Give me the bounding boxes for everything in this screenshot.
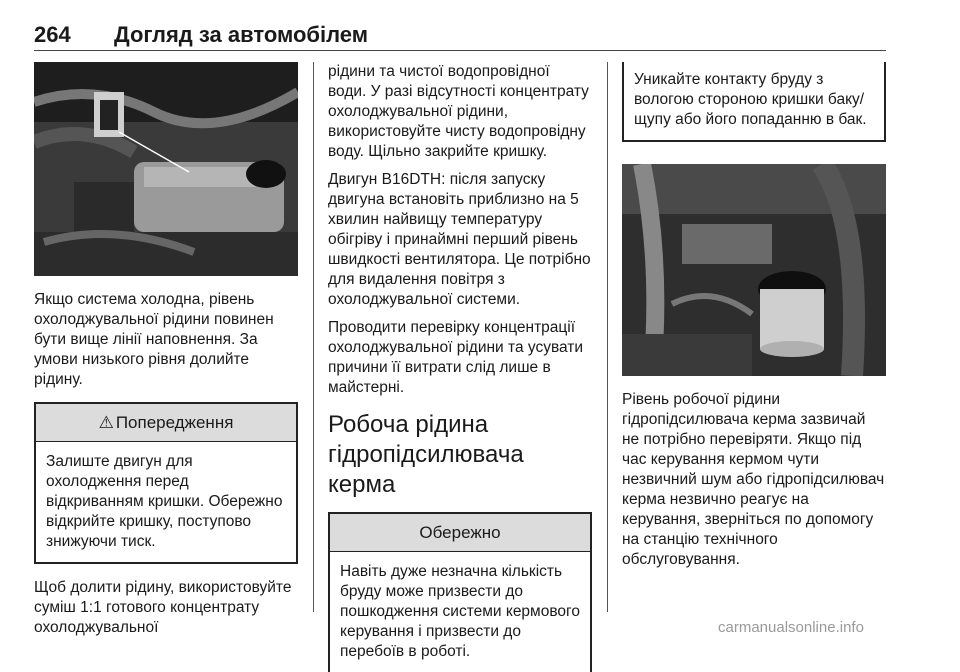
- caution-box-continued: [622, 62, 886, 142]
- steering-reservoir-photo: [622, 164, 886, 376]
- header-divider: [34, 50, 886, 51]
- caution-header: Обережно: [330, 514, 590, 552]
- concentration-check-text: Проводити перевірку концентрації охолоджувальної рідини та усувати причини її витрати слід лише в майстерні.: [328, 319, 584, 396]
- warning-box: [34, 402, 298, 564]
- page-header: [34, 14, 886, 54]
- column-divider: [313, 62, 314, 612]
- warning-body: Залиште двигун для охолодження перед відкриванням кришки. Обережно відкрийте кришку, поступово знижуючи тиск.: [46, 453, 283, 550]
- column-left: [34, 62, 298, 638]
- column-right: [622, 62, 886, 570]
- caution-body-continued: Уникайте контакту бруду з вологою стороною кришки баку/щупу або його попаданню в бак.: [634, 71, 867, 128]
- page-number: 264: [34, 22, 71, 47]
- warning-header: [36, 404, 296, 442]
- refill-text: Щоб долити рідину, використовуйте суміш 1:1 готового концентрату охолоджувальної: [34, 579, 292, 636]
- coolant-level-text: Якщо система холодна, рівень охолоджувальної рідини повинен бути вище лінії наповнення. За умови низького рівня долийте рідину.: [34, 291, 274, 388]
- b16dth-instructions: Двигун B16DTH: після запуску двигуна встановіть приблизно на 5 хвилин найвищу температуру обігріву і принаймні перший рівень швидкості вентилятора. Це потрібно для видалення повітря з охолоджувальної системи.: [328, 171, 591, 308]
- engine-bay-photo: [34, 62, 298, 276]
- refill-text-continued: рідини та чистої водопровідної води. У разі відсутності концентрату охолоджувальної рідини, використовуйте чисту водопровідну воду. Щільно закрийте кришку.: [328, 63, 589, 160]
- column-divider: [607, 62, 608, 612]
- page-title: Догляд за автомобілем: [114, 22, 369, 47]
- section-title: Робоча рідина гідропідсилювача керма: [328, 411, 524, 498]
- watermark: carmanualsonline.info: [718, 619, 864, 636]
- warning-title: Попередження: [115, 413, 234, 432]
- caution-body: Навіть дуже незначна кількість бруду може призвести до пошкодження системи кермового керування і призвести до перебоїв в роботі.: [340, 563, 580, 660]
- warning-triangle-icon: ⚠: [98, 413, 114, 432]
- caution-box: [328, 512, 592, 672]
- steering-fluid-text: Рівень робочої рідини гідропідсилювача керма зазвичай не потрібно перевіряти. Якщо під час керування кермом чути незвичний шум або гідропідсилювач керма незвично реагує на керування, зверніться по допомогу на станцію технічного обслуговування.: [622, 391, 885, 568]
- column-middle: [328, 62, 592, 672]
